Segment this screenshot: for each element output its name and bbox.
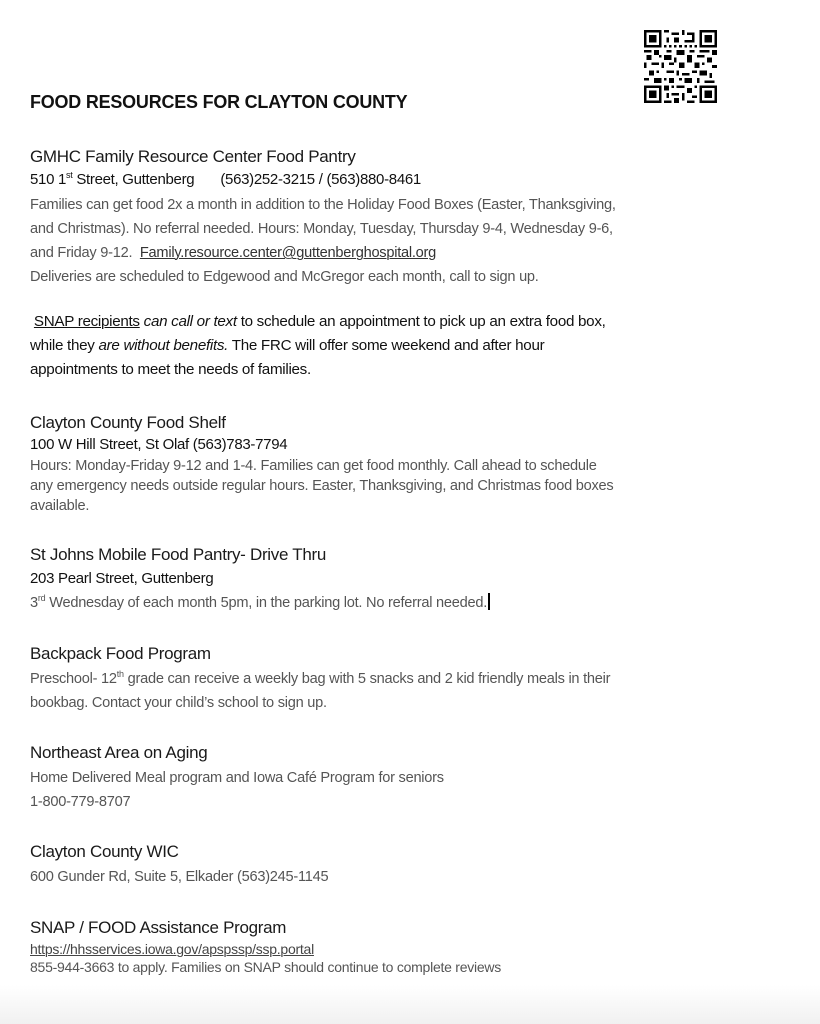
section-address: 100 W Hill Street, St Olaf (563)783-7794 [30,436,288,453]
section-heading: Clayton County Food Shelf [30,413,226,432]
section-st-johns [30,543,790,615]
section-description: Home Delivered Meal program and Iowa Café Program for seniors 1-800-779-8707 [30,766,790,814]
section-heading: SNAP / FOOD Assistance Program [30,918,287,937]
section-heading: Clayton County WIC [30,842,179,861]
text-cursor [488,593,490,610]
section-address: 600 Gunder Rd, Suite 5, Elkader (563)245-1145 [30,869,329,885]
delivery-note: Deliveries are scheduled to Edgewood and McGregor each month, call to sign up. [30,269,539,285]
page-title: FOOD RESOURCES FOR CLAYTON COUNTY [30,91,408,112]
section-address: 203 Pearl Street, Guttenberg [30,570,214,587]
section-aging [30,741,790,814]
section-wic [30,840,790,889]
section-description: Hours: Monday-Friday 9-12 and 1-4. Families can get food monthly. Call ahead to schedule any emergency needs outside regular hours. Easter, Thanksgiving, and Christmas food boxes available. [30,458,614,514]
email-link[interactable]: Family.resource.center@guttenberghospital.org [139,245,437,261]
section-gmhc [30,145,790,289]
snap-recipients-link[interactable]: SNAP recipients [33,313,140,330]
section-backpack [30,642,790,715]
section-heading: Backpack Food Program [30,644,211,663]
section-description: https://hhsservices.iowa.gov/apspssp/ssp.portal 855-944-3663 to apply. Families on SNAP should continue to complete reviews [30,940,790,976]
section-snap-assistance [30,916,790,976]
section-food-shelf [30,412,790,516]
phone-numbers: (563)252-3215 / (563)880-8461 [220,171,421,188]
section-heading: GMHC Family Resource Center Food Pantry [30,147,356,166]
phone-number: 1-800-779-8707 [30,794,131,810]
snap-portal-link[interactable]: https://hhsservices.iowa.gov/apspssp/ssp.portal [30,941,314,957]
section-heading: St Johns Mobile Food Pantry- Drive Thru [30,545,327,564]
section-description: 3rd Wednesday of each month 5pm, in the parking lot. No referral needed. [30,591,790,615]
section-heading: Northeast Area on Aging [30,743,208,762]
snap-recipients-note: SNAP recipients can call or text to schedule an appointment to pick up an extra food box, while they are without benefits. The FRC will offer some weekend and after hour appointments to meet the needs of families. [30,313,606,378]
section-description: Preschool- 12th grade can receive a weekly bag with 5 snacks and 2 kid friendly meals in their bookbag. Contact your child’s school to sign up. [30,669,611,711]
section-address: 510 1st Street, Guttenberg (563)252-3215 / (563)880-8461 [30,170,421,188]
section-description: Families can get food 2x a month in addition to the Holiday Food Boxes (Easter, Thanksgiving, and Christmas). No referral needed. Hours: Monday, Tuesday, Thursday 9-4, Wednesday 9-6, and Friday 9-12. Family.resource.center@guttenberghospital.org Deliveries are scheduled to Edgewood and McGregor each month, call to sign up. [30,193,790,289]
qr-code-icon[interactable] [644,30,717,103]
